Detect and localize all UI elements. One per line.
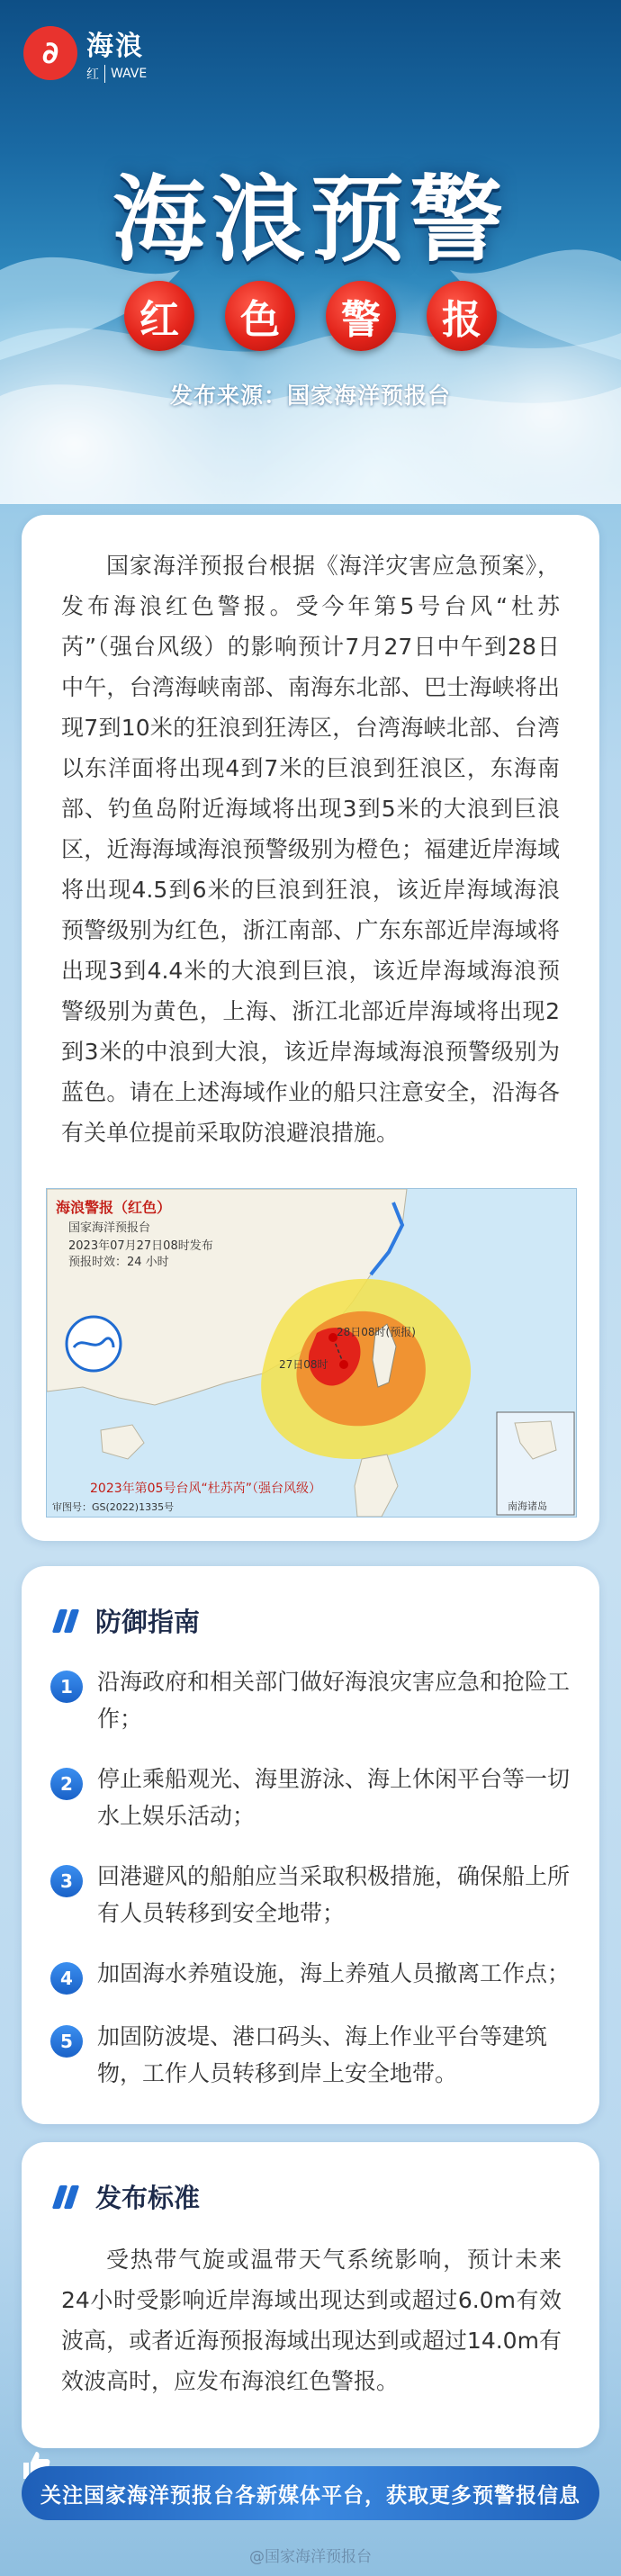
alert-level-badges bbox=[0, 281, 621, 351]
logo-icon: ∂ bbox=[23, 26, 77, 80]
section-title: 发布标准 bbox=[95, 2183, 201, 2213]
list-item bbox=[50, 1761, 581, 1834]
alert-level-char: 色 bbox=[225, 281, 295, 351]
map-title: 海浪警报（红色） bbox=[56, 1199, 172, 1216]
number-badge: 4 bbox=[50, 1962, 83, 1995]
number-badge: 1 bbox=[50, 1671, 83, 1703]
slash-icon bbox=[56, 2185, 76, 2209]
guide-list bbox=[50, 1663, 581, 2115]
alert-level-char: 报 bbox=[427, 281, 497, 351]
number-badge: 5 bbox=[50, 2025, 83, 2058]
map-position-now: 27日08时 bbox=[279, 1358, 328, 1371]
list-item bbox=[50, 1663, 581, 1737]
hero-header bbox=[0, 0, 621, 504]
follow-banner[interactable]: 关注国家海洋预报台各新媒体平台，获取更多预警报信息 bbox=[22, 2466, 599, 2520]
list-item bbox=[50, 1955, 581, 1995]
guide-text: 沿海政府和相关部门做好海浪灾害应急和抢险工作； bbox=[97, 1669, 571, 1732]
watermark: @国家海洋预报台 bbox=[249, 2548, 372, 2566]
release-standard-card bbox=[22, 2142, 599, 2448]
guide-text: 回港避风的船舶应当采取积极措施，确保船上所有人员转移到安全地带； bbox=[97, 1863, 571, 1926]
alert-level-char: 警 bbox=[326, 281, 396, 351]
guide-text: 加固海水养殖设施，海上养殖人员撤离工作点； bbox=[97, 1960, 571, 1986]
list-item bbox=[50, 2018, 581, 2092]
standard-text: 受热带气旋或温带天气系统影响，预计未来24小时受影响近岸海域出现达到或超过6.0m有效波高，或者近海预报海域出现达到或超过14.0m有效波高时，应发布海浪红色警报。 bbox=[61, 2247, 562, 2394]
slash-icon bbox=[56, 1609, 76, 1633]
number-badge: 2 bbox=[50, 1768, 83, 1800]
guide-text: 停止乘船观光、海里游泳、海上休闲平台等一切水上娱乐活动； bbox=[97, 1766, 571, 1829]
warning-map bbox=[46, 1188, 577, 1518]
map-storm-label: 2023年第05号台风“杜苏芮”（强台风级） bbox=[90, 1482, 321, 1496]
guide-text: 加固防波堤、港口码头、海上作业平台等建筑物，工作人员转移到岸上安全地带。 bbox=[97, 2023, 548, 2086]
map-time: 2023年07月27日08时发布 bbox=[68, 1239, 213, 1253]
logo-sub-right: WAVE bbox=[111, 67, 148, 81]
alert-level-char: 红 bbox=[124, 281, 194, 351]
map-inset-label: 南海诸岛 bbox=[508, 1500, 547, 1512]
page-title: 海浪预警 bbox=[112, 165, 508, 275]
list-item bbox=[50, 1858, 581, 1932]
warning-description: 国家海洋预报台根据《海洋灾害应急预案》，发布海浪红色警报。受今年第5号台风“杜苏芮”（强台风级）的影响预计7月27日中午到28日中午，台湾海峡南部、南海东北部、巴士海峡将出现7到10米的狂浪到狂涛区，台湾海峡北部、台湾以东洋面将出现4到7米的巨浪到狂浪区，东海南部、钓鱼岛附近海域将出现3到5米的大浪到巨浪区，近海海域海浪预警级别为橙色；福建近岸海域将出现4.5到6米的巨浪到狂浪，该近岸海域海浪预警级别为红色，浙江南部、广东东部近岸海域将出现3到4.4米的大浪到巨浪，该近岸海域海浪预警级别为黄色，上海、浙江北部近岸海域将出现2到3米的中浪到大浪，该近岸海域海浪预警级别为蓝色。请在上述海域作业的船只注意安全，沿海各有关单位提前采取防浪避浪措施。 bbox=[61, 553, 560, 1146]
map-position-forecast: 28日08时(预报) bbox=[337, 1326, 416, 1338]
logo-name: 海浪 bbox=[86, 31, 144, 62]
map-org: 国家海洋预报台 bbox=[68, 1221, 151, 1235]
map-review-number: 审图号：GS(2022)1335号 bbox=[52, 1501, 175, 1513]
release-source: 发布来源：国家海洋预报台 bbox=[169, 383, 451, 409]
logo-sub-left: 红 bbox=[86, 65, 105, 83]
defense-guide-card bbox=[22, 1566, 599, 2124]
brand-logo bbox=[23, 23, 147, 83]
warning-card bbox=[22, 515, 599, 1541]
map-valid: 预报时效：24 小时 bbox=[68, 1256, 169, 1269]
number-badge: 3 bbox=[50, 1865, 83, 1897]
section-title: 防御指南 bbox=[95, 1607, 201, 1637]
